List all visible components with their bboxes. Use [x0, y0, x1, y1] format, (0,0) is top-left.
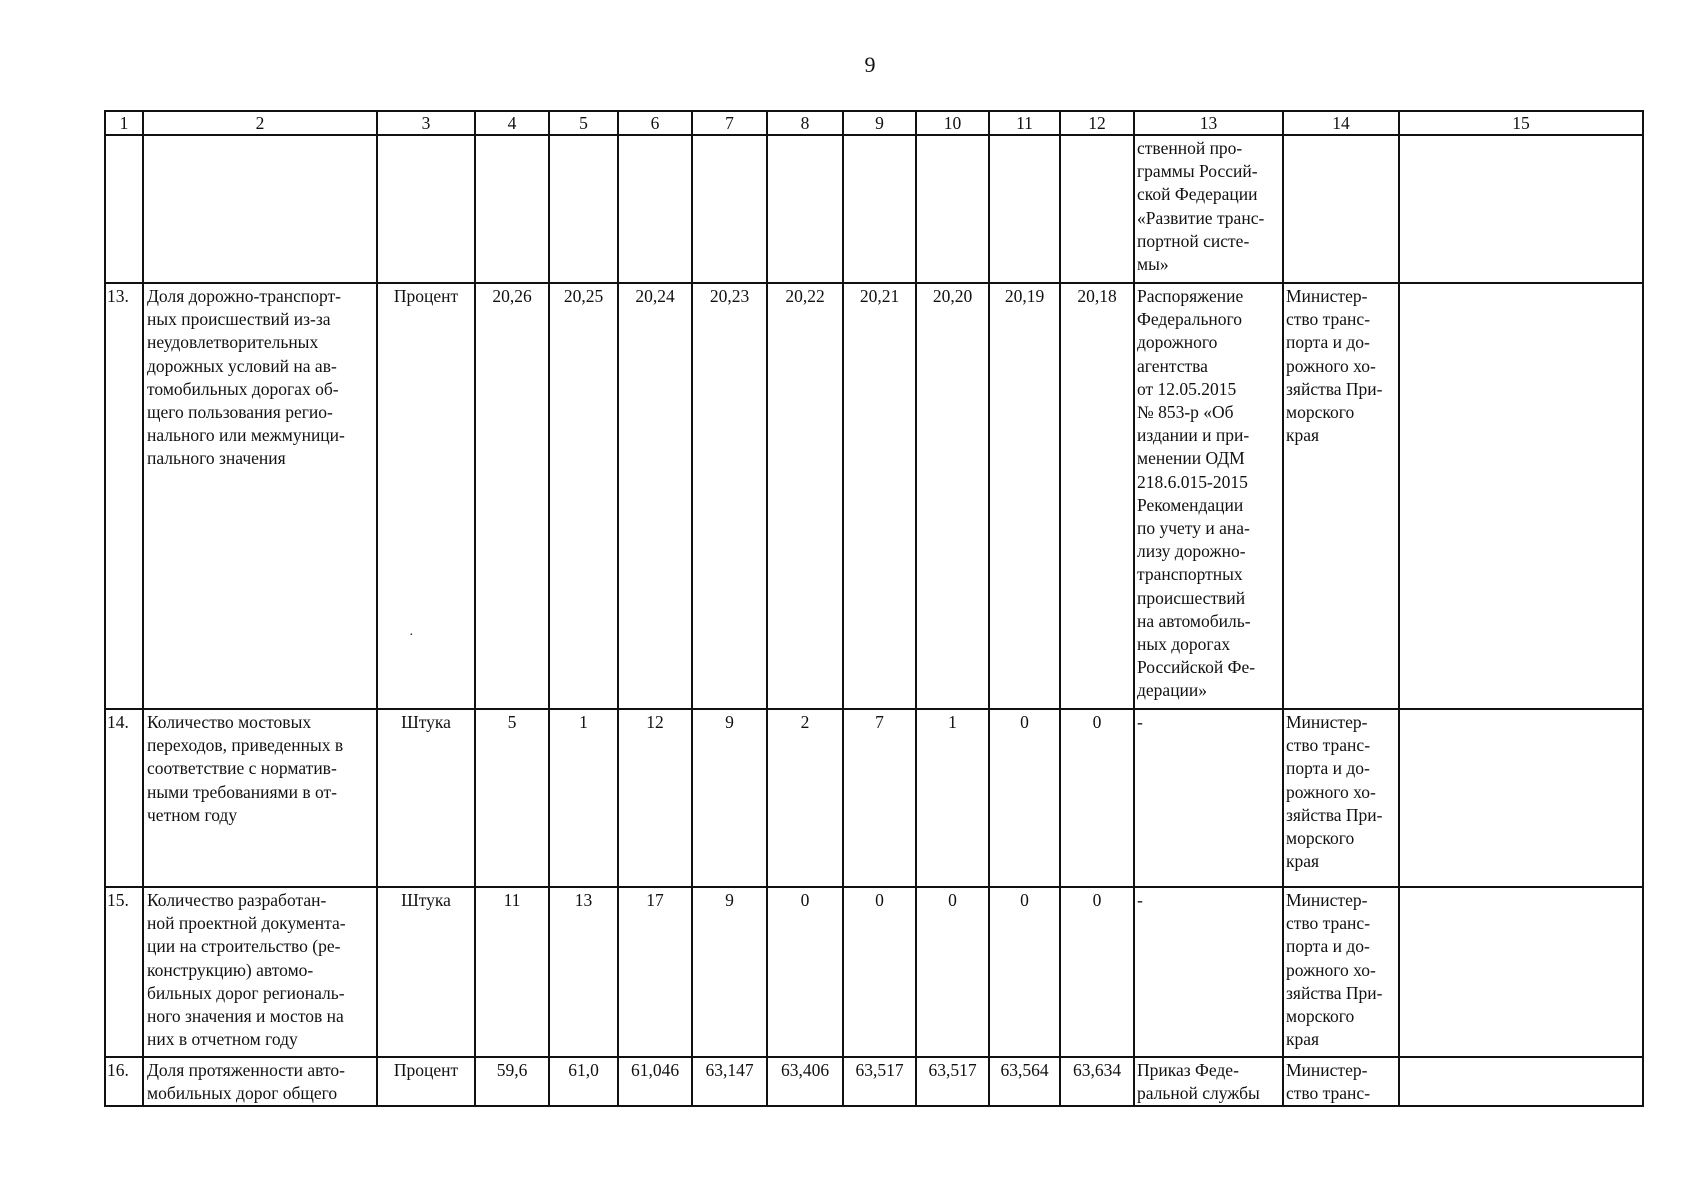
- column-number: 9: [843, 111, 916, 135]
- indicator-name-cell: Доля протяженности авто- мобильных дорог общего: [143, 1057, 377, 1106]
- value-cell: 7: [843, 709, 916, 887]
- column-number: 3: [377, 111, 475, 135]
- column-number: 1: [105, 111, 143, 135]
- responsible-cell: [1283, 135, 1399, 283]
- column-number: 8: [767, 111, 843, 135]
- value-cell: 63,147: [692, 1057, 767, 1106]
- responsible-cell: Министер- ство транс- порта и до- рожного хо- зяйства При- морского края: [1283, 283, 1399, 709]
- column-number-row: [105, 111, 1643, 135]
- value-cell: 0: [989, 709, 1060, 887]
- unit-cell: [377, 135, 475, 283]
- column-number: 13: [1134, 111, 1283, 135]
- column-number: 15: [1399, 111, 1643, 135]
- value-cell: 0: [1060, 709, 1134, 887]
- column-15-cell: [1399, 1057, 1643, 1106]
- column-number: 5: [549, 111, 618, 135]
- value-cell: 63,564: [989, 1057, 1060, 1106]
- indicator-name-cell: [143, 135, 377, 283]
- column-15-cell: [1399, 135, 1643, 283]
- unit-cell: Процент: [377, 1057, 475, 1106]
- column-number: 10: [916, 111, 989, 135]
- document-cell: Приказ Феде- ральной службы: [1134, 1057, 1283, 1106]
- value-cell: 63,517: [916, 1057, 989, 1106]
- indicator-name-cell: Количество разработан- ной проектной документа- ции на строительство (ре- конструкцию) автомо- бильных дорог региональ- ного значения и мостов на них в отчетном году: [143, 887, 377, 1057]
- value-cell: 20,26: [475, 283, 549, 709]
- indicator-name-cell: Количество мостовых переходов, приведенных в соответствие с норматив- ными требованиями в от- четном году: [143, 709, 377, 887]
- row-number-cell: [105, 135, 143, 283]
- row-number-cell: 14.: [105, 709, 143, 887]
- value-cell: [916, 135, 989, 283]
- value-cell: 12: [618, 709, 692, 887]
- value-cell: 20,23: [692, 283, 767, 709]
- table-row: [105, 709, 1643, 887]
- value-cell: [843, 135, 916, 283]
- value-cell: 0: [916, 887, 989, 1057]
- value-cell: 59,6: [475, 1057, 549, 1106]
- row-number-cell: 13.: [105, 283, 143, 709]
- row-number-cell: 15.: [105, 887, 143, 1057]
- value-cell: 61,0: [549, 1057, 618, 1106]
- value-cell: 63,634: [1060, 1057, 1134, 1106]
- value-cell: [549, 135, 618, 283]
- table-row: [105, 1057, 1643, 1106]
- column-number: 4: [475, 111, 549, 135]
- value-cell: 0: [1060, 887, 1134, 1057]
- value-cell: 20,19: [989, 283, 1060, 709]
- unit-cell: Процент: [377, 283, 475, 709]
- document-cell: Распоряжение Федерального дорожного агентства от 12.05.2015 № 853-р «Об издании и при- менении ОДМ 218.6.015-2015 Рекомендации по учету и ана- лизу дорожно- транспортных происшествий на автомобиль- ных дорогах Российской Фе- дерации»: [1134, 283, 1283, 709]
- value-cell: 1: [549, 709, 618, 887]
- value-cell: 20,21: [843, 283, 916, 709]
- stray-dot: ·: [409, 628, 414, 643]
- column-number: 2: [143, 111, 377, 135]
- value-cell: 0: [843, 887, 916, 1057]
- responsible-cell: Министер- ство транс- порта и до- рожного хо- зяйства При- морского края: [1283, 887, 1399, 1057]
- value-cell: [618, 135, 692, 283]
- value-cell: 2: [767, 709, 843, 887]
- value-cell: 9: [692, 709, 767, 887]
- document-cell: -: [1134, 887, 1283, 1057]
- page-number: 9: [864, 52, 876, 77]
- value-cell: 0: [989, 887, 1060, 1057]
- table-row: [105, 283, 1643, 709]
- value-cell: 17: [618, 887, 692, 1057]
- value-cell: [989, 135, 1060, 283]
- value-cell: 61,046: [618, 1057, 692, 1106]
- value-cell: 0: [767, 887, 843, 1057]
- value-cell: 63,406: [767, 1057, 843, 1106]
- document-cell: ственной про- граммы Россий- ской Федерации «Развитие транс- портной систе- мы»: [1134, 135, 1283, 283]
- column-number: 12: [1060, 111, 1134, 135]
- column-number: 14: [1283, 111, 1399, 135]
- value-cell: [692, 135, 767, 283]
- table-row: [105, 135, 1643, 283]
- table-row: [105, 887, 1643, 1057]
- value-cell: 20,25: [549, 283, 618, 709]
- column-15-cell: [1399, 283, 1643, 709]
- value-cell: [1060, 135, 1134, 283]
- value-cell: 20,24: [618, 283, 692, 709]
- column-15-cell: [1399, 709, 1643, 887]
- column-number: 11: [989, 111, 1060, 135]
- value-cell: [767, 135, 843, 283]
- value-cell: 20,18: [1060, 283, 1134, 709]
- unit-cell: Штука: [377, 887, 475, 1057]
- value-cell: [475, 135, 549, 283]
- value-cell: 11: [475, 887, 549, 1057]
- column-number: 7: [692, 111, 767, 135]
- responsible-cell: Министер- ство транс-: [1283, 1057, 1399, 1106]
- value-cell: 20,22: [767, 283, 843, 709]
- document-cell: -: [1134, 709, 1283, 887]
- indicators-table: [104, 110, 1644, 1107]
- responsible-cell: Министер- ство транс- порта и до- рожного хо- зяйства При- морского края: [1283, 709, 1399, 887]
- value-cell: 9: [692, 887, 767, 1057]
- indicator-name-cell: Доля дорожно-транспорт- ных происшествий из-за неудовлетворительных дорожных условий на ав- томобильных дорогах об- щего пользования регио- нального или межмуници- пального значения: [143, 283, 377, 709]
- value-cell: 1: [916, 709, 989, 887]
- row-number-cell: 16.: [105, 1057, 143, 1106]
- value-cell: 63,517: [843, 1057, 916, 1106]
- unit-cell: Штука: [377, 709, 475, 887]
- value-cell: 5: [475, 709, 549, 887]
- column-number: 6: [618, 111, 692, 135]
- value-cell: 20,20: [916, 283, 989, 709]
- value-cell: 13: [549, 887, 618, 1057]
- column-15-cell: [1399, 887, 1643, 1057]
